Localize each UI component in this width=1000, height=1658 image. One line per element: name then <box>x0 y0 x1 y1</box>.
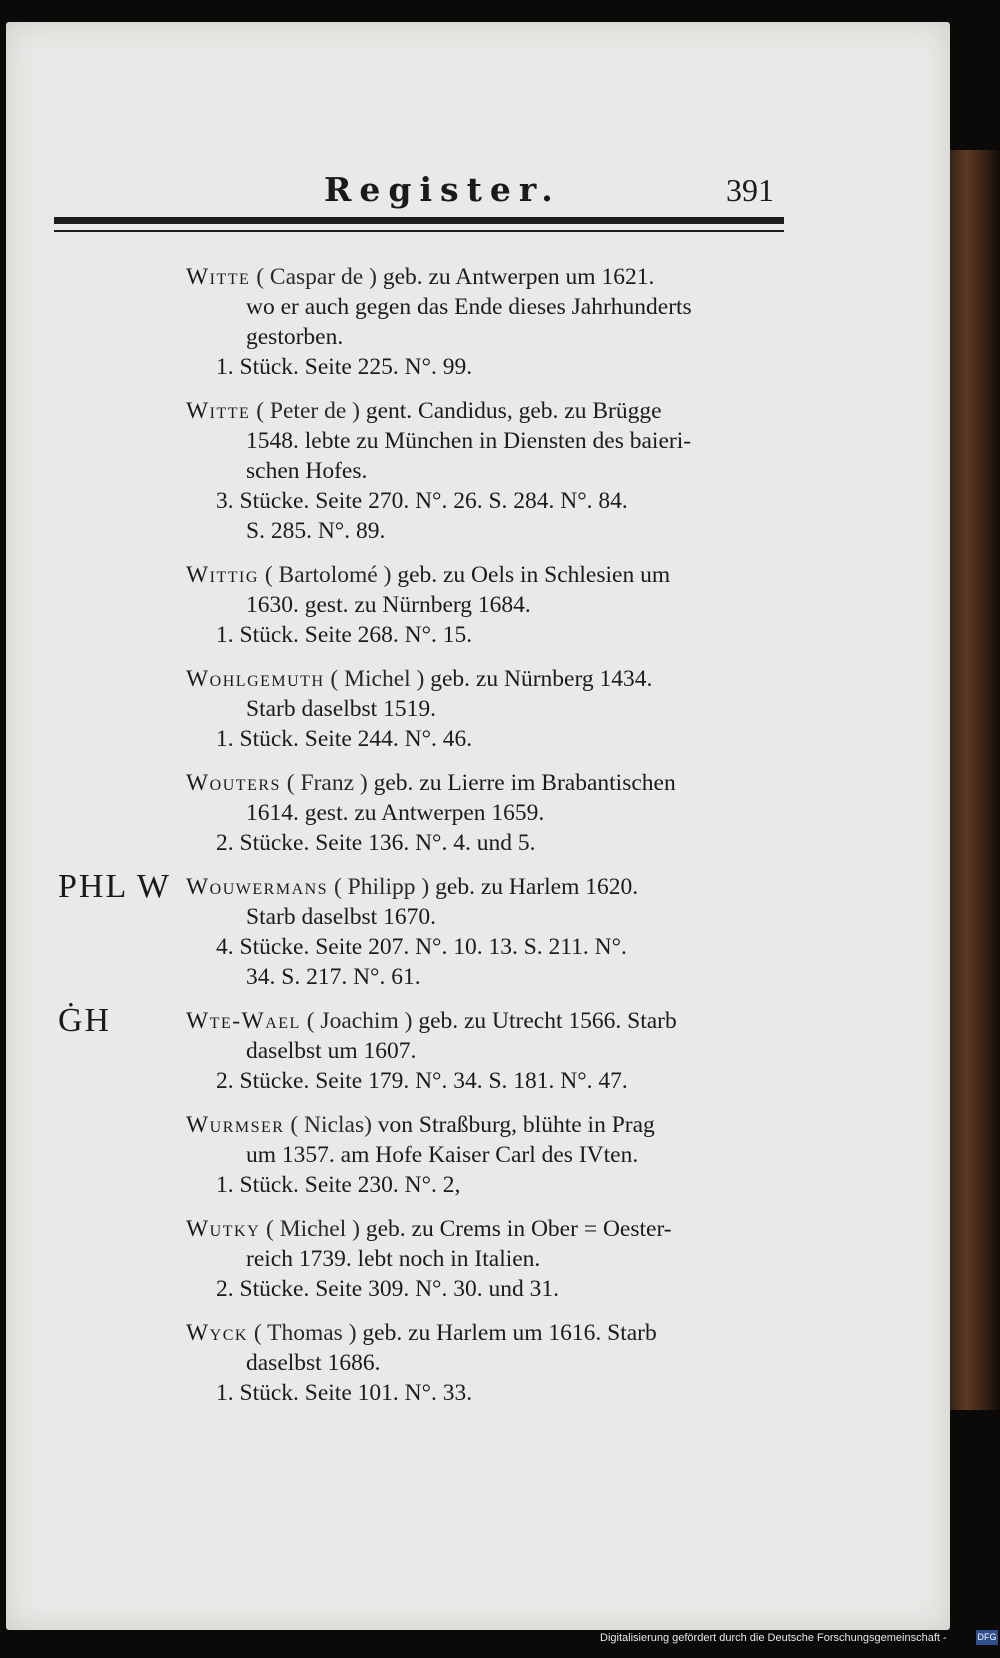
register-entry <box>186 1214 786 1304</box>
entry-reference: 2. Stücke. Seite 136. N°. 4. und 5. <box>216 830 536 856</box>
entry-text: schen Hofes. <box>246 458 368 484</box>
entry-reference: 4. Stücke. Seite 207. N°. 10. 13. S. 211. N°. <box>216 934 627 960</box>
entry-reference: 1. Stück. Seite 101. N°. 33. <box>216 1380 473 1406</box>
entry-text: gestorben. <box>246 324 344 350</box>
entry-given-name: ( Michel ) <box>266 1216 360 1242</box>
entry-name: Wouwermans <box>186 874 329 900</box>
register-entry <box>186 560 786 650</box>
entry-name: Wyck <box>186 1320 248 1346</box>
entry-given-name: ( Bartolomé ) <box>264 562 392 588</box>
entry-name: Wohlgemuth <box>186 666 325 692</box>
header-rule-thick <box>54 217 784 224</box>
dfg-logo: DFG <box>976 1630 998 1645</box>
entry-name: Wurmser <box>186 1112 285 1138</box>
book-page <box>6 22 950 1630</box>
entry-reference: 1. Stück. Seite 244. N°. 46. <box>216 726 473 752</box>
entry-reference: 1. Stück. Seite 230. N°. 2, <box>216 1172 461 1198</box>
entry-text: daselbst um 1607. <box>246 1038 417 1064</box>
entry-given-name: ( Franz ) <box>286 770 368 796</box>
entry-name: Witte <box>186 264 251 290</box>
register-entry <box>186 1110 786 1200</box>
entry-text: geb. zu Lierre im Brabantischen <box>373 770 676 796</box>
entry-text: gent. Candidus, geb. zu Brügge <box>365 398 662 424</box>
register-entry <box>186 262 786 382</box>
register-entry <box>186 768 786 858</box>
entry-text: daselbst 1686. <box>246 1350 381 1376</box>
artist-monogram: ĠH <box>58 1002 112 1039</box>
entry-reference-continued: 34. S. 217. N°. 61. <box>246 964 421 990</box>
entry-reference: 1. Stück. Seite 268. N°. 15. <box>216 622 473 648</box>
entry-text: geb. zu Antwerpen um 1621. <box>382 264 655 290</box>
entry-given-name: ( Peter de ) <box>256 398 360 424</box>
register-entry <box>186 1318 786 1408</box>
entry-text: geb. zu Oels in Schlesien um <box>397 562 671 588</box>
entry-given-name: ( Thomas ) <box>253 1320 357 1346</box>
header-rule-thin <box>54 230 784 232</box>
entry-reference: 2. Stücke. Seite 309. N°. 30. und 31. <box>216 1276 559 1302</box>
entry-text: Starb daselbst 1670. <box>246 904 436 930</box>
digitization-credit: Digitalisierung gefördert durch die Deutsche Forschungsgemeinschaft - <box>600 1632 947 1644</box>
entry-text: 1548. lebte zu München in Diensten des baieri- <box>246 428 692 454</box>
entry-reference: 2. Stücke. Seite 179. N°. 34. S. 181. N°. 47. <box>216 1068 628 1094</box>
entry-text: geb. zu Nürnberg 1434. <box>430 666 653 692</box>
entry-given-name: ( Niclas) <box>290 1112 372 1138</box>
register-entry <box>58 868 786 992</box>
entry-name: Witte <box>186 398 251 424</box>
entry-name: Wutky <box>186 1216 261 1242</box>
register-entry <box>186 664 786 754</box>
running-head-title: Register. <box>324 170 561 209</box>
entry-text: 1630. gest. zu Nürnberg 1684. <box>246 592 531 618</box>
entry-text: von Straßburg, blühte in Prag <box>377 1112 655 1138</box>
entry-name: Wouters <box>186 770 281 796</box>
entry-name: Wte-Wael <box>186 1008 301 1034</box>
entry-text: um 1357. am Hofe Kaiser Carl des IVten. <box>246 1142 639 1168</box>
entry-text: geb. zu Harlem 1620. <box>435 874 639 900</box>
entry-text: geb. zu Harlem um 1616. Starb <box>362 1320 657 1346</box>
entry-name: Wittig <box>186 562 259 588</box>
entry-given-name: ( Caspar de ) <box>256 264 377 290</box>
entry-text: geb. zu Utrecht 1566. Starb <box>418 1008 677 1034</box>
artist-monogram: PHL W <box>58 868 171 905</box>
register-entry <box>58 1002 786 1096</box>
entry-given-name: ( Joachim ) <box>306 1008 413 1034</box>
entry-text: Starb daselbst 1519. <box>246 696 436 722</box>
entry-reference: 1. Stück. Seite 225. N°. 99. <box>216 354 473 380</box>
entry-given-name: ( Michel ) <box>330 666 425 692</box>
register-entry <box>186 396 786 546</box>
entry-reference: 3. Stücke. Seite 270. N°. 26. S. 284. N°. 84. <box>216 488 628 514</box>
entry-text: reich 1739. lebt noch in Italien. <box>246 1246 541 1272</box>
page-number: 391 <box>726 172 774 208</box>
entry-given-name: ( Philipp ) <box>333 874 430 900</box>
entry-text: geb. zu Crems in Ober = Oester- <box>365 1216 672 1242</box>
book-spine <box>944 150 1000 1410</box>
register-entries <box>58 262 786 1422</box>
entry-text: wo er auch gegen das Ende dieses Jahrhunderts <box>246 294 692 320</box>
entry-reference-continued: S. 285. N°. 89. <box>246 518 386 544</box>
entry-text: 1614. gest. zu Antwerpen 1659. <box>246 800 545 826</box>
